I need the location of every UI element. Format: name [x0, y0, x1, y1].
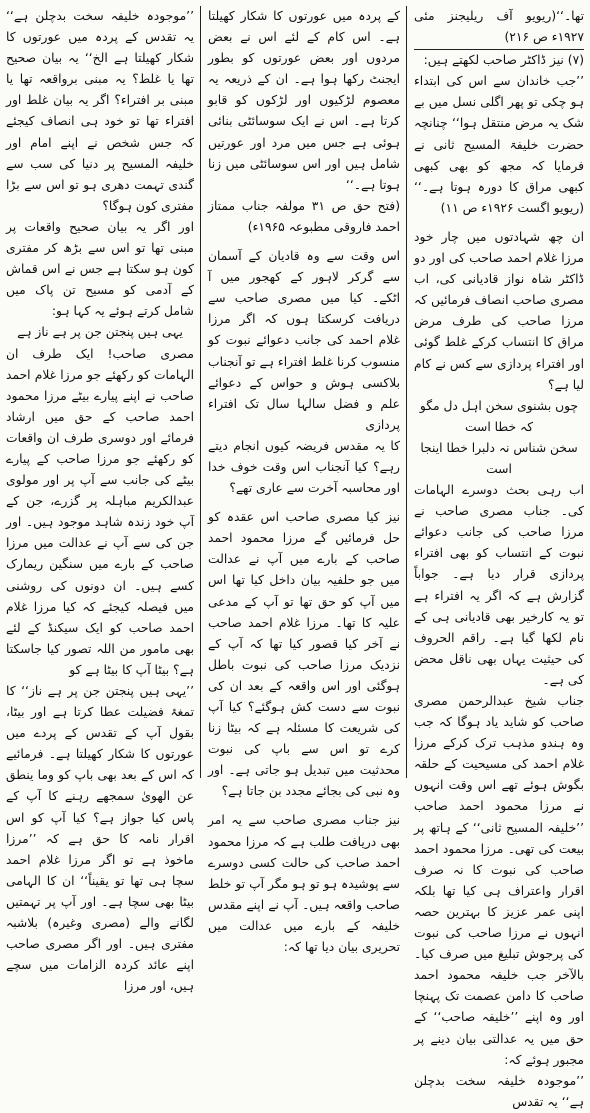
paragraph: جناب شیخ عبدالرحمن مصری صاحب کو شاید یاد ہوگا کہ جب وہ ہندو مذہب ترک کرکے مرزا غلام احمد کی مسیحیت کے حلقہ بگوش ہوئے تھے اس وقت انہوں نے مرزا محمود احمد صاحب ’’خلیفہ المسیح ثانی‘‘ کے ہاتھ پر بیعت کی تھی۔ مرزا محمود احمد صاحب کی نبوت کا نہ صرف اقرار واعتراف ہی کیا تھا بلکہ اپنی عمر عزیز کا بہترین حصہ انہوں نے مرزا صاحب کی نبوت کی پرجوش تبلیغ میں صرف کیا۔ بالآخر جب خلیفہ محمود احمد صاحب کا دامن عصمت تک پہنچا اور وہ اپنے ’’خلیفہ صاحب‘‘ کے حق میں یہ عدالتی بیان دینے پر مجبور ہوئے کہ: [414, 694, 584, 1067]
paragraph: کا یہ مقدس فریضہ کیوں انجام دیتے رہے؟ کیا آنجناب اس وقت خوف خدا اور محاسبہ آخرت سے عاری تھے؟ [208, 438, 400, 496]
paragraph: اب رہی بحث دوسرے الہامات کی۔ جناب مصری صاحب نے مرزا صاحب کی جانب دعوائے نبوت کے انتساب کو بھی افتراء پردازی قرار دیا ہے۔ جواباً گزارش ہے کہ اگر یہ افتراء ہے تو یہ کارخیر بھی قادیانی ہی کے نام لکھا گیا ہے۔ راقم الحروف کی حیثیت یہاں بھی ناقل محض کی ہے۔ [414, 483, 584, 687]
column-left [6, 6, 194, 994]
paragraph: تھا۔‘‘(ریویو آف ریلیجنز مئی ۱۹۲۷ء ص ۲۱۶) [414, 6, 584, 50]
paragraph: ان چھ شہادتوں میں چار خود مرزا غلام احمد صاحب کی اور دو ڈاکٹر شاہ نواز قادیانی کی، اب مصری صاحب انصاف فرمائیں کہ مرزا صاحب کی طرف مرض مراق کا انتساب کرکے غلط گوئی اور افتراء پردازی سے کس نے کام لیا ہے؟ [414, 229, 584, 392]
verse-line: چوں بشنوی سخن اہل دل مگو کہ خطا است [419, 398, 579, 434]
column-middle [208, 6, 400, 955]
quote-paragraph: کے پردہ میں عورتوں کا شکار کھیلتا ہے۔ اس کام کے لئے اس نے بعض مردوں اور بعض عورتوں کو بطور ایجنٹ رکھا ہوا ہے۔ ان کے ذریعہ یہ معصوم لڑکیوں اور لڑکوں کو قابو کرتا ہے۔ اس نے ایک سوسائٹی بنائی ہوئی ہے جس میں مرد اور عورتیں شامل ہیں اور اس سوسائٹی میں زنا ہوتا ہے۔‘‘ [208, 9, 400, 192]
paragraph: مصری صاحب! ایک طرف ان الہامات کو رکھئے جو مرزا غلام احمد صاحب نے اپنے پیارے بیٹے مرزا محمود احمد صاحب کے حق میں ارشاد فرمائے اور دوسری طرف ان واقعات کو رکھئے جو مرزا صاحب کے پیارے بیٹے کی جانب سے آپ پر اور مولوی عبدالکریم مباہلہ پر گزرے، جن کے آپ خود زندہ شاہد موجود ہیں۔ اور جن کی سے آپ نے عدالت میں مرزا صاحب کے بارے میں سنگین ریمارک کسے ہیں۔ ان دونوں کی روشنی میں فیصلہ کیجئے کہ کیا مرزا غلام احمد صاحب کو ایک سیکنڈ کے لئے بھی مامور من اللہ تصور کیا جاسکتا ہے؟ بیٹا آپ کا بیٹا ہے کو [6, 346, 194, 677]
quote-paragraph: ’’موجودہ خلیفہ سخت بدچلن ہے‘‘ یہ تقدس کے پردہ میں عورتوں کا شکار کھیلتا ہے الخ‘‘ یہ بیان صحیح تھا یا غلط؟ یہ مبنی برواقعہ تھا یا مبنی بر افتراء؟ اگر یہ بیان غلط اور افتراء تھا تو خود ہی انصاف کیجئے کہ جس شخص نے اپنے امام اور خلیفہ المسیح پر دنیا کی سب سے گندی تہمت دھری ہو تو اس سے بڑا مفتری کون ہوگا؟ [6, 9, 194, 213]
spacer [208, 802, 400, 810]
spacer [414, 219, 584, 227]
verse-line: سخن شناس نہ دلبرا خطا اینجا است [420, 440, 578, 476]
paragraph: نیز کیا مصری صاحب اس عقدہ کو حل فرمائیں گے مرزا محمود احمد صاحب کے بارے میں آپ نے عدالت میں جو حلفیہ بیان داخل کیا تھا اس میں آپ کو حق تھا تو آپ کے مدعی علیہ کا تھا۔ مرزا غلام احمد صاحب نے آخر کیا قصور کیا تھا کہ آپ کے نزدیک مرزا صاحب کی نبوت باطل ہوگئی اور اس واقعہ کے بعد ان کی نبوت سے دست کش ہوگئے؟ کیا آپ کی شریعت کا مسئلہ ہے کہ بیٹا زنا کرے تو اس سے باپ کی نبوت محدثیت میں تبدیل ہو جاتی ہے۔ اور وہ نبی کی بجائے مجدد بن جاتا ہے؟ [208, 510, 400, 799]
paragraph: اس وقت سے وہ قادیان کے آسمان سے گرکر لاہور کے کھجور میں آ اٹکے۔ کیا میں مصری صاحب سے دریافت کرسکتا ہوں کہ اگر مرزا غلام احمد کی جانب دعوائے نبوت کو منسوب کرنا غلط افتراء ہے تو آنجناب بلاکسی ہوش و حواس کے دعوائے علم و فضل سالہا سال تک افتراء پردازی [208, 249, 400, 432]
spacer [208, 238, 400, 246]
quote-paragraph: ’’موجودہ خلیفہ سخت بدچلن ہے‘‘ یہ تقدس [414, 1073, 584, 1109]
column-divider [406, 6, 407, 778]
quote-paragraph: ’’جب خاندان سے اس کی ابتداء ہو چکی تو پھر اگلی نسل میں بے شک یہ مرض منتقل ہوا‘‘ چنانچہ حضرت خلیفۃ المسیح ثانی نے فرمایا کہ مجھ کو بھی کبھی کبھی مراق کا دورہ ہوتا ہے۔‘‘ (ریویو اگست ۱۹۲۶ء ص ۱۱) [414, 74, 584, 215]
verse-line: یہی ہیں پنجتن جن پر ہے ناز ہے [17, 325, 183, 340]
paragraph: اور اگر یہ بیان صحیح واقعات پر مبنی تھا تو اس سے بڑھ کر مفتری کون ہو سکتا ہے جس نے اس قماش کے آدمی کو مسیح تن پاک میں شامل کرتے ہوئے یہ کہا ہو: [6, 219, 194, 319]
citation: (فتح حق ص ۳۱ مولفہ جناب ممتاز احمد فاروقی مطبوعہ ۱۹۶۵ء) [208, 198, 400, 234]
paragraph: (۷) نیز ڈاکٹر صاحب لکھتے ہیں: [423, 53, 584, 68]
spacer [208, 499, 400, 507]
paragraph: نیز جناب مصری صاحب سے یہ امر بھی دریافت طلب ہے کہ مرزا محمود احمد صاحب کی حالت کسی دوسرے سے پوشیدہ ہو تو ہو مگر آپ تو خلط صاحب واقعہ ہیں۔ آپ نے اپنے مقدس خلیفہ کے بارے میں عدالت میں تحریری بیان دیا تھا کہ: [208, 813, 400, 955]
paragraph: ’’یہی ہیں پنجتن جن پر ہے ناز‘‘ کا تمغۂ فضیلت عطا کرتا ہے اور بیٹا، بقول آپ کے تقدس کے پردے میں عورتوں کا شکار کھیلتا ہے۔ فرمائیے کہ اس کے بعد بھی باپ کو وما ینطق عن الھویٰ سمجھے رہنے کا آپ کے پاس کیا جواز ہے؟ کیا آپ کو اس اقرار نامہ کا حق ہے کہ ’’مرزا ماخوذ ہے تو اگر مرزا غلام احمد سچا ہی تھا تو یقیناً‘‘ ان کا الہامی بیٹا بھی سچا ہے۔ اور آپ پر تہمتیں لگانے والے (مصری وغیرہ) بلاشبہ مفتری ہیں۔ اور اگر مصری صاحب اپنے عائد کردہ الزامات میں سچے ہیں، اور مرزا [6, 684, 194, 994]
column-divider [200, 6, 201, 778]
column-right [414, 6, 584, 1109]
